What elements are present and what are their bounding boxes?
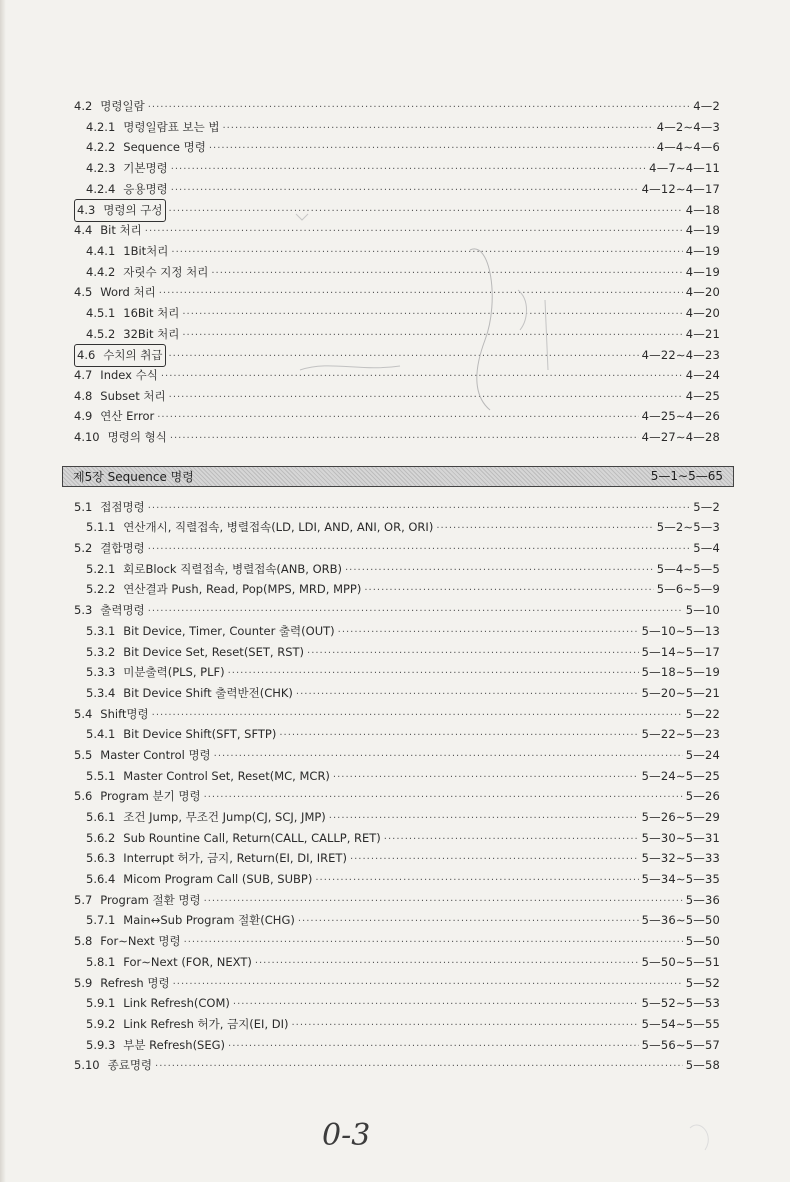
entry-page: 4—27∼4—28 (641, 430, 720, 444)
entry-number: 4.2.1 (86, 119, 116, 134)
entry-title: Sequence 명령 (123, 140, 206, 155)
entry-number: 5.4.1 (86, 727, 116, 742)
entry-number: 4.5.2 (86, 326, 116, 341)
entry-number: 5.1.1 (86, 520, 116, 535)
entry-page: 4—19 (685, 264, 720, 279)
entry-page: 5—26 (685, 789, 720, 804)
entry-number: 4.2.4 (86, 181, 116, 196)
entry-title: 출력명령 (100, 603, 145, 618)
entry-title: 명령의 구성 (103, 203, 163, 218)
entry-page: 4—25 (685, 388, 720, 403)
entry-page: 5—14∼5—17 (641, 644, 720, 659)
entry-number: 5.9.1 (86, 996, 116, 1011)
entry-title: 접점명령 (100, 499, 145, 514)
entry-page: 4—21 (685, 326, 720, 341)
entry-title: Subset 처리 (100, 388, 166, 403)
entry-title: Bit 처리 (100, 223, 142, 238)
entry-number: 5.3 (74, 603, 93, 618)
entry-page: 5—36 (685, 892, 720, 907)
entry-number: 5.5 (74, 747, 93, 762)
entry-page: 4—25∼4—26 (641, 409, 720, 424)
entry-title: 명령일람표 보는 법 (123, 119, 220, 134)
chapter-pages: 5—1∼5—65 (650, 469, 723, 484)
entry-number: 5.3.3 (86, 665, 116, 680)
handwritten-page-number: 0-3 (322, 1118, 371, 1153)
entry-page: 5—2∼5—3 (656, 520, 720, 535)
entry-page: 5—52∼5—53 (641, 996, 720, 1011)
entry-title: 미분출력(PLS, PLF) (123, 665, 225, 680)
entry-number: 5.5.1 (86, 768, 116, 783)
entry-number: 4.4.2 (86, 264, 116, 279)
entry-title: For∼Next 명령 (100, 934, 181, 949)
entry-number: 4.3 (77, 203, 96, 218)
entry-title: Link Refresh 허가, 금지(EI, DI) (123, 1016, 289, 1031)
entry-page: 5—50 (685, 934, 720, 949)
entry-number: 4.9 (74, 409, 93, 424)
entry-page: 4—24 (685, 367, 720, 382)
entry-number: 5.7.1 (86, 913, 116, 928)
entry-title: Master Control 명령 (100, 747, 211, 762)
entry-page: 5—50∼5—51 (641, 954, 720, 969)
entry-number: 5.8 (74, 934, 93, 949)
entry-title: 결합명령 (100, 541, 145, 556)
entry-number: 5.6.1 (86, 810, 116, 824)
entry-number: 5.1 (74, 499, 93, 514)
entry-page: 4—12∼4—17 (641, 181, 720, 196)
entry-page: 5—18∼5—19 (641, 665, 720, 680)
entry-page: 4—22∼4—23 (641, 348, 720, 363)
entry-number: 5.3.4 (86, 685, 116, 700)
entry-title: Bit Device Shift 출력반전(CHK) (123, 685, 293, 700)
entry-page: 5—58 (685, 1058, 720, 1073)
entry-title: 32Bit 처리 (123, 326, 180, 341)
entry-number: 4.2 (74, 99, 93, 113)
entry-title: 명령일람 (100, 99, 145, 113)
entry-title: Bit Device, Timer, Counter 출력(OUT) (123, 623, 335, 638)
entry-number: 4.4.1 (86, 243, 116, 258)
entry-page: 5—26∼5—29 (641, 810, 720, 824)
entry-number: 4.4 (74, 223, 93, 238)
entry-number: 4.8 (74, 388, 93, 403)
entry-title: 연산 Error (100, 409, 155, 424)
entry-page: 5—52 (685, 975, 720, 990)
entry-number: 5.9.2 (86, 1016, 116, 1031)
entry-title: Bit Device Set, Reset(SET, RST) (123, 644, 305, 659)
entry-page: 4—2∼4—3 (656, 119, 720, 134)
entry-title: Program 분기 명령 (100, 789, 201, 804)
entry-title: Main↔Sub Program 절환(CHG) (123, 913, 295, 928)
entry-number: 4.7 (74, 367, 93, 382)
entry-page: 5—6∼5—9 (656, 582, 720, 597)
entry-title: For∼Next (FOR, NEXT) (123, 954, 252, 969)
entry-title: 부분 Refresh(SEG) (123, 1037, 226, 1052)
entry-number: 4.6 (77, 348, 96, 363)
entry-title: Bit Device Shift(SFT, SFTP) (123, 727, 277, 742)
entry-number: 5.2 (74, 541, 93, 556)
entry-number: 4.2.2 (86, 140, 116, 155)
entry-title: Index 수식 (100, 367, 158, 382)
entry-page: 5—10∼5—13 (641, 623, 720, 638)
entry-title: Interrupt 허가, 금지, Return(EI, DI, IRET) (123, 851, 347, 866)
entry-title: 명령의 형식 (107, 430, 167, 444)
entry-page: 5—56∼5—57 (641, 1037, 720, 1052)
entry-page: 4—2 (693, 99, 720, 113)
entry-number: 4.2.3 (86, 161, 116, 176)
entry-page: 4—20 (685, 305, 720, 320)
entry-title: 연산결과 Push, Read, Pop(MPS, MRD, MPP) (123, 582, 362, 597)
entry-page: 5—30∼5—31 (641, 830, 720, 845)
entry-page: 4—7∼4—11 (649, 161, 720, 176)
entry-number: 4.10 (74, 430, 100, 444)
entry-title: 수치의 취급 (103, 348, 163, 363)
entry-title: 회로Block 직렬접속, 병렬접속(ANB, ORB) (123, 561, 342, 576)
entry-number: 5.9 (74, 975, 93, 990)
entry-number: 5.2.2 (86, 582, 116, 597)
entry-number: 5.9.3 (86, 1037, 116, 1052)
entry-page: 5—36∼5—50 (641, 913, 720, 928)
entry-page: 5—54∼5—55 (641, 1016, 720, 1031)
entry-number: 5.6.2 (86, 830, 116, 845)
entry-number: 5.6 (74, 789, 93, 804)
entry-number: 5.8.1 (86, 954, 116, 969)
entry-number: 5.4 (74, 706, 93, 721)
entry-page: 5—34∼5—35 (641, 872, 720, 887)
entry-page: 5—4 (693, 541, 720, 556)
entry-number: 5.3.1 (86, 623, 116, 638)
entry-page: 4—19 (685, 223, 720, 238)
entry-title: Master Control Set, Reset(MC, MCR) (123, 768, 330, 783)
entry-title: Micom Program Call (SUB, SUBP) (123, 872, 313, 887)
entry-title: Sub Rountine Call, Return(CALL, CALLP, RET) (123, 830, 381, 845)
entry-title: Shift명령 (100, 706, 149, 721)
entry-number: 4.5.1 (86, 305, 116, 320)
entry-number: 5.6.3 (86, 851, 116, 866)
entry-number: 4.5 (74, 285, 93, 300)
entry-page: 5—20∼5—21 (641, 685, 720, 700)
entry-title: 종료명령 (107, 1058, 153, 1073)
entry-number: 5.10 (74, 1058, 100, 1073)
entry-number: 5.2.1 (86, 561, 116, 576)
entry-page: 5—32∼5—33 (641, 851, 720, 866)
entry-title: 자릿수 지정 처리 (123, 264, 209, 279)
entry-title: Program 절환 명령 (100, 892, 201, 907)
entry-page: 5—22 (685, 706, 720, 721)
entry-title: Link Refresh(COM) (123, 996, 230, 1011)
entry-title: 조건 Jump, 무조건 Jump(CJ, SCJ, JMP) (123, 810, 326, 824)
entry-page: 4—19 (685, 243, 720, 258)
entry-page: 5—2 (693, 499, 720, 514)
entry-title: 응용명령 (123, 181, 168, 196)
entry-number: 5.7 (74, 892, 93, 907)
entry-number: 5.6.4 (86, 872, 116, 887)
entry-number: 5.3.2 (86, 644, 116, 659)
entry-page: 5—4∼5—5 (656, 561, 720, 576)
entry-page: 5—10 (685, 603, 720, 618)
entry-page: 4—4∼4—6 (656, 140, 720, 155)
entry-page: 5—22∼5—23 (641, 727, 720, 742)
entry-page: 4—18 (685, 203, 720, 218)
chapter-title: 제5장 Sequence 명령 (73, 469, 194, 484)
entry-title: 기본명령 (123, 161, 168, 176)
entry-page: 5—24∼5—25 (641, 768, 720, 783)
entry-page: 5—24 (685, 747, 720, 762)
entry-title: 연산개시, 직렬접속, 병렬접속(LD, LDI, AND, ANI, OR, ORI) (123, 520, 434, 535)
entry-title: 16Bit 처리 (123, 305, 180, 320)
entry-title: Word 처리 (100, 285, 156, 300)
entry-title: Refresh 명령 (100, 975, 170, 990)
entry-page: 4—20 (685, 285, 720, 300)
entry-title: 1Bit처리 (123, 243, 169, 258)
